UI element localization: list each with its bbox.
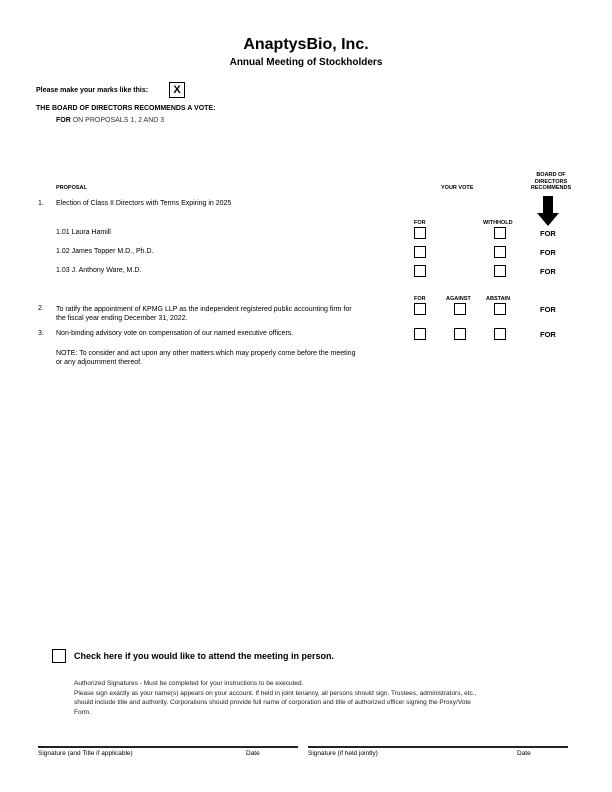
arrow-down-icon [537, 196, 559, 226]
proposal-2-number: 2. [38, 305, 44, 312]
text-line: NOTE: To consider and act upon any other matters which may properly come before the meeting [56, 350, 356, 357]
nominee-1-for-checkbox[interactable] [414, 227, 426, 239]
proposal-2-text [56, 305, 352, 323]
nominee-1-withhold-checkbox[interactable] [494, 227, 506, 239]
proposal-2-for-checkbox[interactable] [414, 303, 426, 315]
proposal-3-text: Non-binding advisory vote on compensation of our named executive officers. [56, 330, 294, 337]
signature-line[interactable] [38, 746, 298, 748]
text-line: or any adjournment thereof. [56, 359, 142, 366]
attend-meeting-label: Check here if you would like to attend the meeting in person. [74, 651, 335, 661]
page-title: AnaptysBio, Inc. [243, 36, 369, 53]
board-recommendation: FOR [540, 305, 556, 314]
proposal-1-text: Election of Class II Directors with Terms Expiring in 2025 [56, 200, 232, 207]
page-subtitle: Annual Meeting of Stockholders [229, 57, 383, 68]
proposal-3-abstain-checkbox[interactable] [494, 328, 506, 340]
joint-signature-line[interactable] [308, 746, 568, 748]
for-col-label: FOR [414, 220, 426, 226]
proposal-2-against-checkbox[interactable] [454, 303, 466, 315]
nominee-label: 1.03 J. Anthony Ware, M.D. [56, 267, 142, 274]
board-recommendation: FOR [540, 330, 556, 339]
against-col-label: AGAINST [446, 296, 471, 302]
board-for: FOR [56, 117, 71, 124]
note [56, 349, 355, 367]
proposal-header: PROPOSAL [56, 185, 87, 191]
header-line: BOARD OF [536, 172, 566, 178]
header-line: RECOMMENDS [530, 185, 572, 191]
text-line: should include title and authority. Corporations should provide full name of corporation and title of authorized officer signing the Proxy/Vote [74, 699, 471, 706]
board-recommendation: FOR [540, 229, 556, 238]
header-line: DIRECTORS [534, 178, 568, 185]
date-label: Date [517, 750, 531, 757]
text-line: the fiscal year ending December 31, 2022. [56, 315, 188, 322]
attend-meeting-checkbox[interactable] [52, 649, 66, 663]
nominee-label: 1.02 James Topper M.D., Ph.D. [56, 248, 154, 255]
proposal-3-number: 3. [38, 330, 44, 337]
proposal-2-abstain-checkbox[interactable] [494, 303, 506, 315]
nominee-2-for-checkbox[interactable] [414, 246, 426, 258]
proposal-3-for-checkbox[interactable] [414, 328, 426, 340]
nominee-2-withhold-checkbox[interactable] [494, 246, 506, 258]
nominee-label: 1.01 Laura Hamill [56, 229, 111, 236]
text-line: To ratify the appointment of KPMG LLP as the independent registered public accounting firm for [56, 306, 352, 313]
proposal-3-against-checkbox[interactable] [454, 328, 466, 340]
example-mark: X [169, 82, 185, 98]
board-heading: THE BOARD OF DIRECTORS RECOMMENDS A VOTE: [36, 105, 216, 112]
text-line: Please sign exactly as your name(s) appears on your account. If held in joint tenancy, all persons should sign. Trustees, administrators, etc., [74, 689, 477, 697]
board-recommendation: FOR [540, 248, 556, 257]
text-line: Authorized Signatures - Must be completed for your instructions to be executed. [74, 680, 304, 687]
nominee-3-for-checkbox[interactable] [414, 265, 426, 277]
board-recommends-header [520, 172, 582, 192]
withhold-col-label: WITHHOLD [483, 220, 513, 226]
for-col-label: FOR [414, 296, 426, 302]
abstain-col-label: ABSTAIN [486, 296, 511, 302]
marks-label: Please make your marks like this: [36, 87, 149, 94]
signature-label: Signature (and Title if applicable) [38, 750, 133, 757]
joint-signature-label: Signature (if held jointly) [308, 750, 378, 757]
date-label: Date [246, 750, 260, 757]
text-line: Form. [74, 708, 91, 716]
authorized-signatures-text [74, 679, 476, 717]
board-proposals: ON PROPOSALS 1, 2 AND 3 [72, 117, 165, 124]
nominee-3-withhold-checkbox[interactable] [494, 265, 506, 277]
proposal-1-number: 1. [38, 200, 44, 207]
your-vote-header: YOUR VOTE [441, 185, 474, 191]
board-recommendation: FOR [540, 267, 556, 276]
